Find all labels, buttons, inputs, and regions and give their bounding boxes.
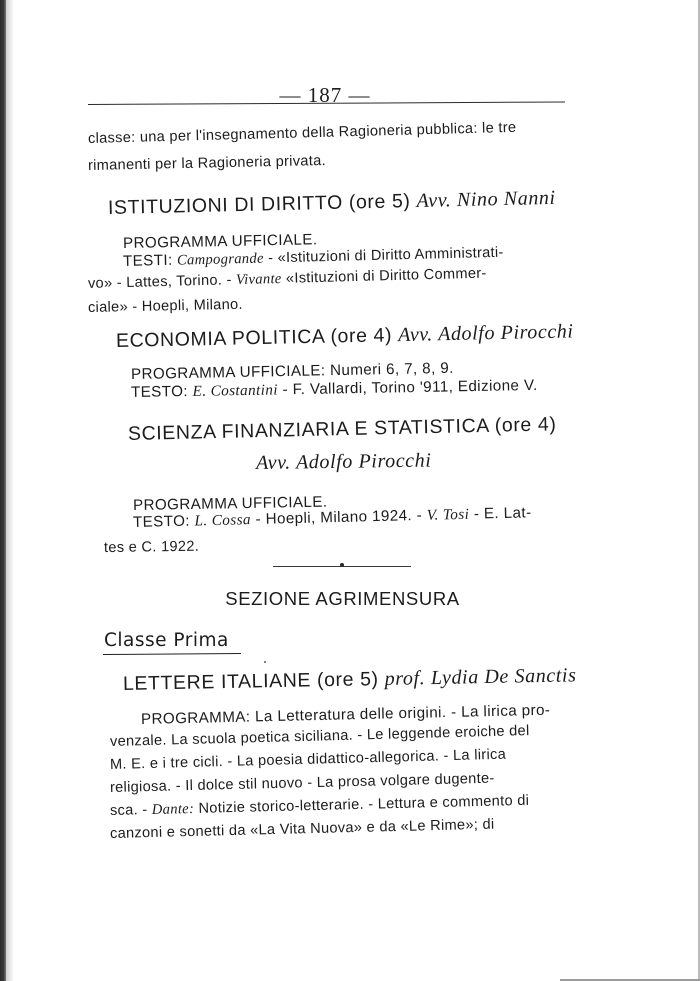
economia-testo-rest: - F. Vallardi, Torino '911, Edizione V. [277, 376, 538, 399]
lettere-paragraph-line-5 [110, 793, 530, 820]
heading-scienza: SCIENZA FINANZIARIA E STATISTICA (ore 4) [127, 413, 557, 445]
heading-lettere [123, 664, 577, 696]
lettere-line5-b: Notizie storico-letterarie. - Lettura e commento di [193, 792, 530, 817]
scienza-testo-end: - E. Lat- [469, 504, 532, 523]
lettere-line5-a: sca. - [109, 801, 153, 819]
heading-economia [116, 320, 574, 353]
lettere-programma-text: PROGRAMMA: La Letteratura delle origini. - La lirica pro- [140, 701, 551, 728]
page-number: — 187 — [279, 83, 371, 107]
scienza-testo-mid: - Hoepli, Milano 1924. - [250, 506, 427, 529]
diritto-programma: PROGRAMMA UFFICIALE. [122, 231, 318, 252]
scienza-testo-line-2: tes e C. 1922. [103, 538, 200, 556]
diritto-line2-b: «Istituzioni di Diritto Commer- [281, 265, 487, 287]
class-title-underline [103, 653, 241, 655]
heading-lettere-title: LETTERE ITALIANE (ore 5) [122, 668, 379, 695]
diritto-author-1: Campogrande [176, 250, 264, 269]
scan-speck [264, 661, 266, 663]
heading-economia-teacher: Avv. Adolfo Pirocchi [397, 320, 574, 347]
heading-diritto [108, 187, 556, 220]
diritto-testi-line-3: ciale» - Hoepli, Milano. [87, 296, 243, 316]
scienza-author-2: V. Tosi [426, 505, 470, 524]
heading-diritto-title: ISTITUZIONI DI DIRITTO (ore 5) [107, 190, 411, 219]
heading-scienza-teacher [256, 450, 432, 475]
diritto-author-2: Vivante [235, 270, 282, 289]
economia-programma: PROGRAMMA UFFICIALE: Numeri 6, 7, 8, 9. [130, 359, 454, 383]
class-title: Classe Prima [104, 630, 229, 651]
scan-left-shadow [6, 0, 14, 981]
section-divider-dot [340, 563, 344, 567]
scienza-programma: PROGRAMMA UFFICIALE. [132, 493, 328, 514]
lettere-paragraph-line-4: religiosa. - Il dolce stil nuovo - La prosa volgare dugente- [109, 770, 495, 796]
section-title: SEZIONE AGRIMENSURA [225, 588, 460, 609]
heading-diritto-teacher: Avv. Nino Nanni [416, 186, 556, 212]
scienza-testo-label: TESTO: [132, 512, 195, 531]
heading-economia-title: ECONOMIA POLITICA (ore 4) [115, 324, 393, 352]
economia-author: E. Costantini [192, 381, 279, 400]
diritto-testi-label: TESTI: [122, 251, 173, 270]
diritto-testi-rest-1: - «Istituzioni di Diritto Amministrati- [263, 244, 504, 267]
lettere-paragraph-line-3: M. E. e i tre cicli. - La poesia didattico-allegorica. - La lirica [109, 746, 507, 773]
lettere-paragraph-line-2: venzale. La scuola poetica siciliana. - Le leggende eroiche del [109, 723, 530, 750]
economia-testo-label: TESTO: [130, 382, 193, 401]
lettere-dante: Dante: [151, 800, 195, 818]
intro-line-2: rimanenti per la Ragioneria privata. [87, 153, 327, 174]
intro-line-1: classe: una per l'insegnamento della Ragioneria pubblica: le tre [87, 119, 517, 147]
scienza-author-1: L. Cossa [194, 511, 252, 530]
scienza-teacher: Avv. Adolfo Pirocchi [255, 449, 432, 474]
diritto-line2-a: vo» - Lattes, Torino. - [87, 272, 237, 292]
lettere-paragraph-line-6: canzoni e sonetti da «La Vita Nuova» e da «Le Rime»; di [109, 816, 495, 842]
heading-lettere-teacher: prof. Lydia De Sanctis [384, 664, 577, 690]
